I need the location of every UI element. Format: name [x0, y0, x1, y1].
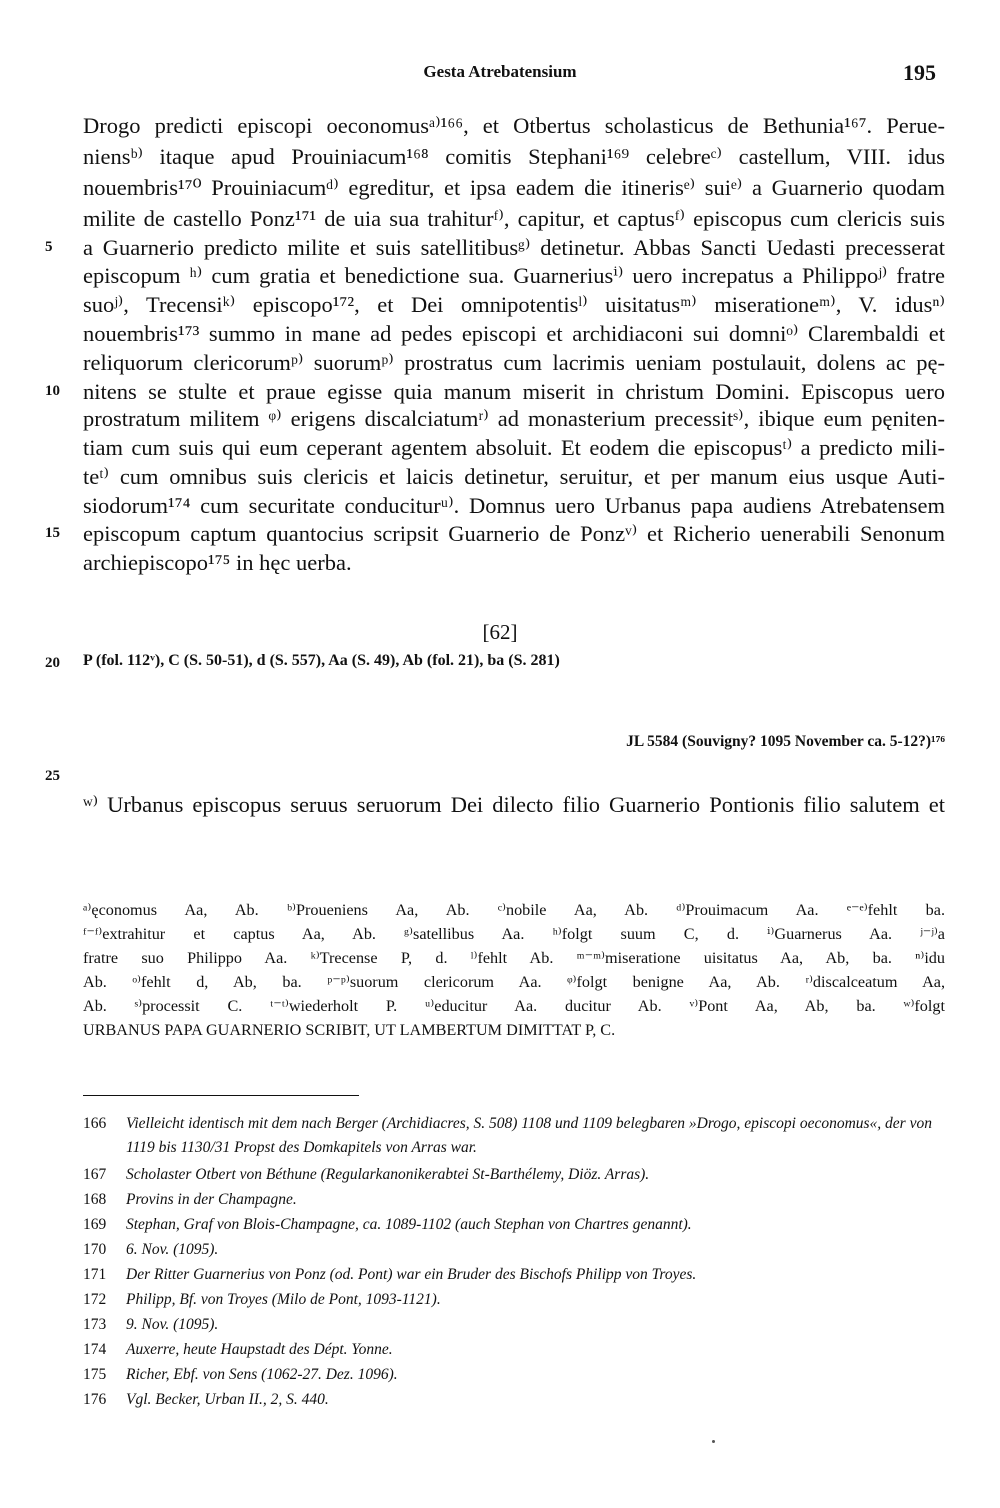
text-line: nitens se stulte et praue egisse quia manum miserit in christum Domini. Episcopus uero [83, 379, 945, 404]
text-line: tiam cum suis qui eum ceperant agentem absoluit. Et eodem die episcopusᵗ⁾ a predicto mili- [83, 435, 945, 460]
text-line: reliquorum clericorumᵖ⁾ suorumᵖ⁾ prostratus cum lacrimis ueniam postulauit, dolens ac pę- [83, 350, 945, 375]
text-line: prostratum militem ᵠ⁾ erigens discalciatumʳ⁾ ad monasterium precessitˢ⁾, ibique eum pęniten- [83, 406, 945, 431]
text-line: niensᵇ⁾ itaque apud Prouiniacum¹⁶⁸ comitis Stephani¹⁶⁹ celebreᶜ⁾ castellum, VIII. idus [83, 144, 945, 169]
footnote-number: 171 [83, 1266, 107, 1283]
footnote-text: Scholaster Otbert von Béthune (Regularkanonikerabtei St-Barthélemy, Diöz. Arras). [126, 1166, 650, 1183]
text-line: nouembris¹⁷³ summo in mane ad pedes episcopi et archidiaconi sui domniᵒ⁾ Clarembaldi et [83, 321, 945, 346]
variant-line: fratre suo Philippo Aa. ᵏ⁾Trecense P, d. ˡ⁾fehlt Ab. ᵐ⁻ᵐ⁾miseratione uisitatus Aa, Ab, ba. ⁿ⁾idu [83, 949, 945, 967]
footnote-text: Provins in der Champagne. [126, 1191, 297, 1208]
line-number: 5 [45, 239, 53, 255]
text-line: nouembris¹⁷⁰ Prouiniacumᵈ⁾ egreditur, et ipsa eadem die itinerisᵉ⁾ suiᵉ⁾ a Guarnerio quodam [83, 175, 945, 200]
footnote-text: Auxerre, heute Haupstadt des Dépt. Yonne. [126, 1341, 393, 1358]
line-number: 25 [45, 768, 60, 784]
footnote-text: Richer, Ebf. von Sens (1062-27. Dez. 1096). [126, 1366, 398, 1383]
footnote-number: 172 [83, 1291, 107, 1308]
footnote-divider [83, 1095, 359, 1096]
manuscript-list: P (fol. 112ᵛ), C (S. 50-51), d (S. 557), Aa (S. 49), Ab (fol. 21), ba (S. 281) [83, 652, 560, 669]
text-line: Drogo predicti episcopi oeconomusᵃ⁾¹⁶⁶, et Otbertus scholasticus de Bethunia¹⁶⁷. Perue- [83, 113, 945, 138]
text-line: episcopum ʰ⁾ cum gratia et benedictione sua. Guarneriusⁱ⁾ uero increpatus a Philippoʲ⁾ fratre [83, 263, 945, 288]
footnote-text: Vgl. Becker, Urban II., 2, S. 440. [126, 1391, 329, 1408]
letter-opening: ʷ⁾ Urbanus episcopus seruus seruorum Dei dilecto filio Guarnerio Pontionis filio salutem et [83, 792, 945, 817]
variant-line: Ab. ˢ⁾processit C. ᵗ⁻ᵗ⁾wiederholt P. ᵘ⁾educitur Aa. ducitur Ab. ᵛ⁾Pont Aa, Ab, ba. ʷ⁾folgt [83, 997, 945, 1015]
text-line: episcopum captum quantocius scripsit Guarnerio de Ponzᵛ⁾ et Richerio uenerabili Senonum [83, 521, 945, 546]
page-number: 195 [903, 60, 936, 85]
footnote-number: 173 [83, 1316, 107, 1333]
footnote-number: 170 [83, 1241, 107, 1258]
stray-mark [712, 1440, 715, 1443]
footnote-text: Philipp, Bf. von Troyes (Milo de Pont, 1093-1121). [126, 1291, 441, 1308]
text-line: suoʲ⁾, Trecensiᵏ⁾ episcopo¹⁷², et Dei omnipotentisˡ⁾ uisitatusᵐ⁾ miserationeᵐ⁾, V. idusⁿ⁾ [83, 292, 945, 317]
text-line: milite de castello Ponz¹⁷¹ de uia sua trahiturᶠ⁾, capitur, et captusᶠ⁾ episcopus cum clericis suis [83, 206, 945, 231]
text-line: siodorum¹⁷⁴ cum securitate conduciturᵘ⁾. Domnus uero Urbanus papa audiens Atrebatensem [83, 493, 945, 518]
variant-line: ᵃ⁾ęconomus Aa, Ab. ᵇ⁾Proueniens Aa, Ab. ᶜ⁾nobile Aa, Ab. ᵈ⁾Prouimacum Aa. ᵉ⁻ᵉ⁾fehlt ba. [83, 901, 945, 919]
footnote-text: Stephan, Graf von Blois-Champagne, ca. 1089-1102 (auch Stephan von Chartres genannt). [126, 1216, 692, 1233]
running-header-title: Gesta Atrebatensium [423, 62, 577, 81]
variant-line: Ab. ᵒ⁾fehlt d, Ab, ba. ᵖ⁻ᵖ⁾suorum clericorum Aa. ᵠ⁾folgt benigne Aa, Ab. ʳ⁾discalceatum Aa, [83, 973, 945, 991]
footnote-number: 175 [83, 1366, 107, 1383]
footnote-number: 169 [83, 1216, 107, 1233]
text-line: archiepiscopo¹⁷⁵ in hęc uerba. [83, 550, 352, 575]
footnote [83, 1112, 945, 1160]
text-line: a Guarnerio predicto milite et suis satellitibusᵍ⁾ detinetur. Abbas Sancti Uedasti precesserat [83, 235, 945, 260]
footnote-text: Der Ritter Guarnerius von Ponz (od. Pont) war ein Bruder des Bischofs Philipp von Troyes. [126, 1266, 697, 1283]
text-line: teᵗ⁾ cum omnibus suis clericis et laicis detinetur, seruitur, et per manum eius usque Auti- [83, 464, 945, 489]
footnote-text: 6. Nov. (1095). [126, 1241, 219, 1258]
variant-line: URBANUS PAPA GUARNERIO SCRIBIT, UT LAMBERTUM DIMITTAT P, C. [83, 1021, 616, 1039]
document-number: [62] [482, 620, 518, 644]
footnote-number: 167 [83, 1166, 107, 1183]
footnote-number: 168 [83, 1191, 107, 1208]
footnote-text: Vielleicht identisch mit dem nach Berger (Archidiacres, S. 508) 1108 und 1109 belegbaren »Drogo, episcopi oeconomus«, der von 1119 bis 1130/31 Propst des Domkapitels von Arras war. [126, 1115, 932, 1156]
jl-reference: JL 5584 (Souvigny? 1095 November ca. 5-12?)¹⁷⁶ [626, 733, 945, 750]
footnote-number: 176 [83, 1391, 107, 1408]
footnote-number: 166 [83, 1115, 107, 1132]
footnote-number: 174 [83, 1341, 107, 1358]
line-number: 15 [45, 525, 60, 541]
footnote-text: 9. Nov. (1095). [126, 1316, 219, 1333]
line-number: 10 [45, 383, 60, 399]
variant-line: ᶠ⁻ᶠ⁾extrahitur et captus Aa, Ab. ᵍ⁾satellibus Aa. ʰ⁾folgt suum C, d. ⁱ⁾Guarnerus Aa. ʲ⁻ʲ⁾a [83, 925, 945, 943]
line-number: 20 [45, 655, 60, 671]
